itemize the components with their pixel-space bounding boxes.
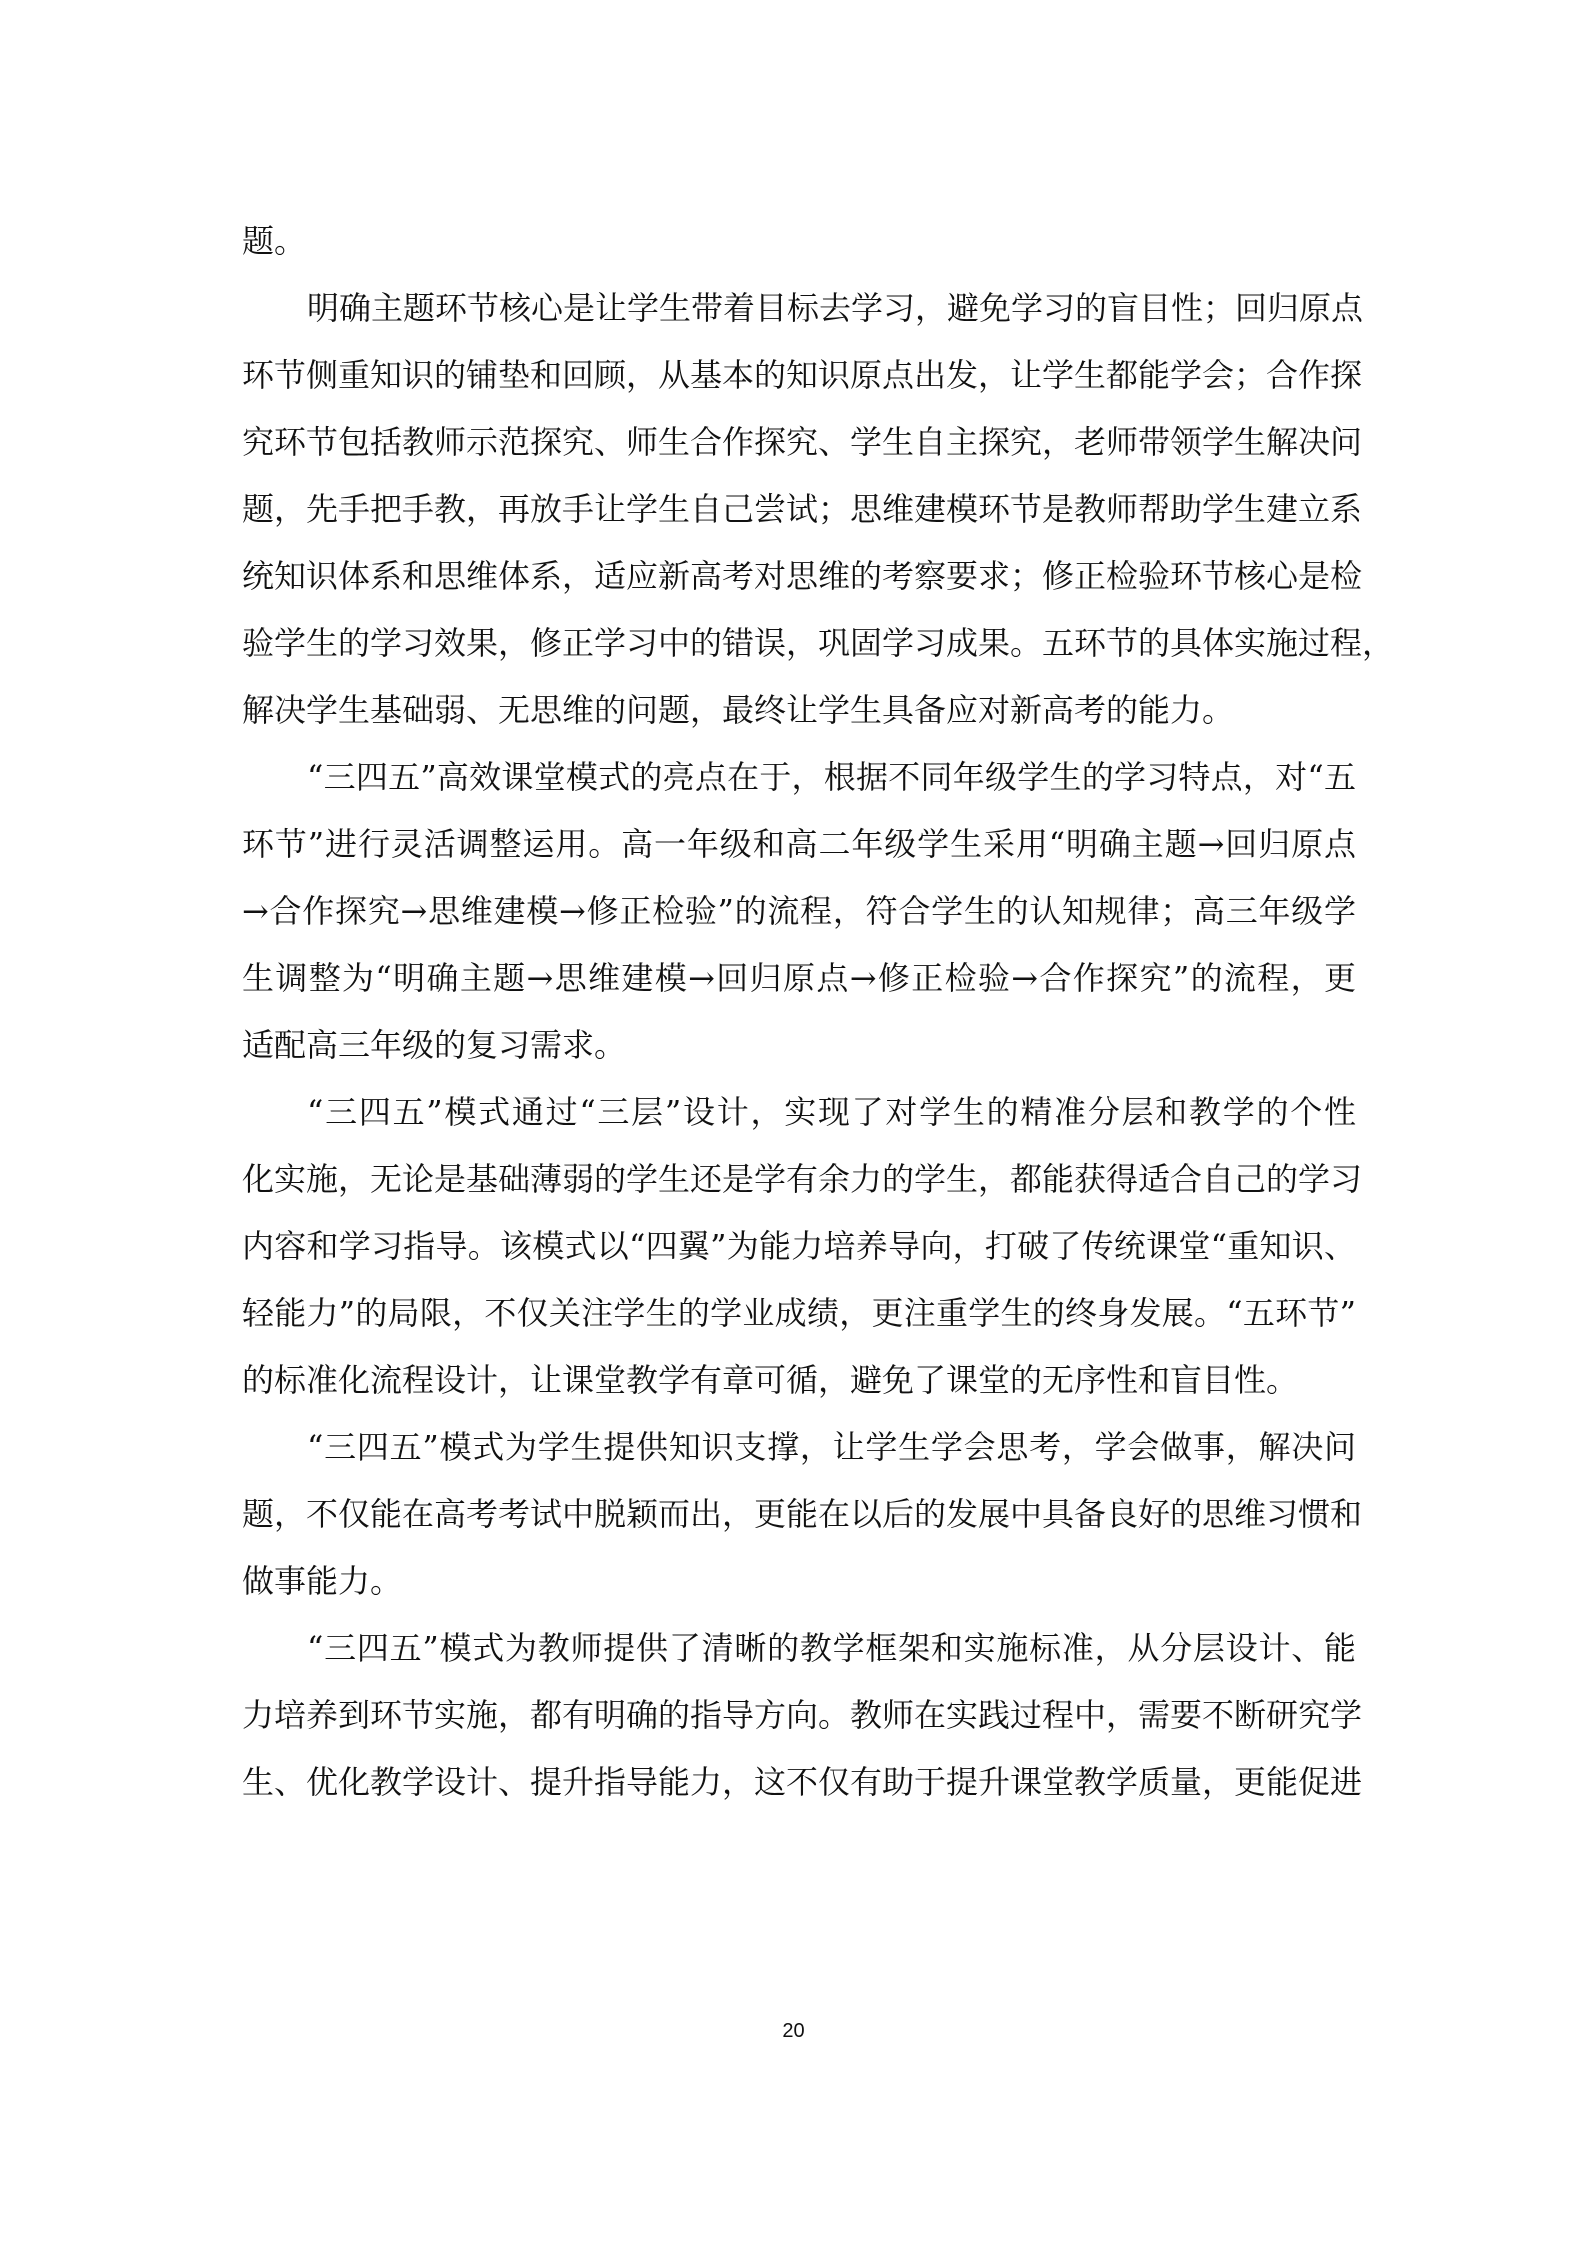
paragraph-line: “三四五”模式为学生提供知识支撑，让学生学会思考，学会做事，解决问 [307,1428,1356,1466]
paragraph-line: 生调整为“明确主题→思维建模→回归原点→修正检验→合作探究”的流程，更 [242,959,1356,997]
page-number: 20 [782,2020,805,2042]
paragraph-line: “三四五”高效课堂模式的亮点在于，根据不同年级学生的学习特点，对“五 [307,758,1356,796]
paragraph-line: 题，不仅能在高考考试中脱颖而出，更能在以后的发展中具备良好的思维习惯和 [242,1495,1363,1533]
paragraph-line: 内容和学习指导。该模式以“四翼”为能力培养导向，打破了传统课堂“重知识、 [242,1227,1356,1265]
paragraph-line: 题。 [242,222,307,260]
paragraph-line: 轻能力”的局限，不仅关注学生的学业成绩，更注重学生的终身发展。“五环节” [242,1294,1356,1332]
paragraph-line: 统知识体系和思维体系，适应新高考对思维的考察要求；修正检验环节核心是检 [242,557,1363,595]
paragraph-line: →合作探究→思维建模→修正检验”的流程，符合学生的认知规律；高三年级学 [242,892,1356,930]
paragraph-line: 环节”进行灵活调整运用。高一年级和高二年级学生采用“明确主题→回归原点 [242,825,1356,863]
paragraph-line: 适配高三年级的复习需求。 [242,1026,627,1064]
paragraph-line: 的标准化流程设计，让课堂教学有章可循，避免了课堂的无序性和盲目性。 [242,1361,1299,1399]
paragraph-line: 验学生的学习效果，修正学习中的错误，巩固学习成果。五环节的具体实施过程， [242,624,1395,662]
paragraph-line: 做事能力。 [242,1562,403,1600]
paragraph-line: 化实施，无论是基础薄弱的学生还是学有余力的学生，都能获得适合自己的学习 [242,1160,1363,1198]
paragraph-line: 明确主题环节核心是让学生带着目标去学习，避免学习的盲目性；回归原点 [307,289,1364,327]
paragraph-line: 生、优化教学设计、提升指导能力，这不仅有助于提升课堂教学质量，更能促进 [242,1763,1363,1801]
paragraph-line: 环节侧重知识的铺垫和回顾，从基本的知识原点出发，让学生都能学会；合作探 [242,356,1363,394]
paragraph-line: 究环节包括教师示范探究、师生合作探究、学生自主探究，老师带领学生解决问 [242,423,1363,461]
paragraph-line: 解决学生基础弱、无思维的问题，最终让学生具备应对新高考的能力。 [242,691,1235,729]
paragraph-line: 题，先手把手教，再放手让学生自己尝试；思维建模环节是教师帮助学生建立系 [242,490,1363,528]
paragraph-line: “三四五”模式通过“三层”设计，实现了对学生的精准分层和教学的个性 [307,1093,1356,1131]
paragraph-line: “三四五”模式为教师提供了清晰的教学框架和实施标准，从分层设计、能 [307,1629,1356,1667]
paragraph-line: 力培养到环节实施，都有明确的指导方向。教师在实践过程中，需要不断研究学 [242,1696,1363,1734]
